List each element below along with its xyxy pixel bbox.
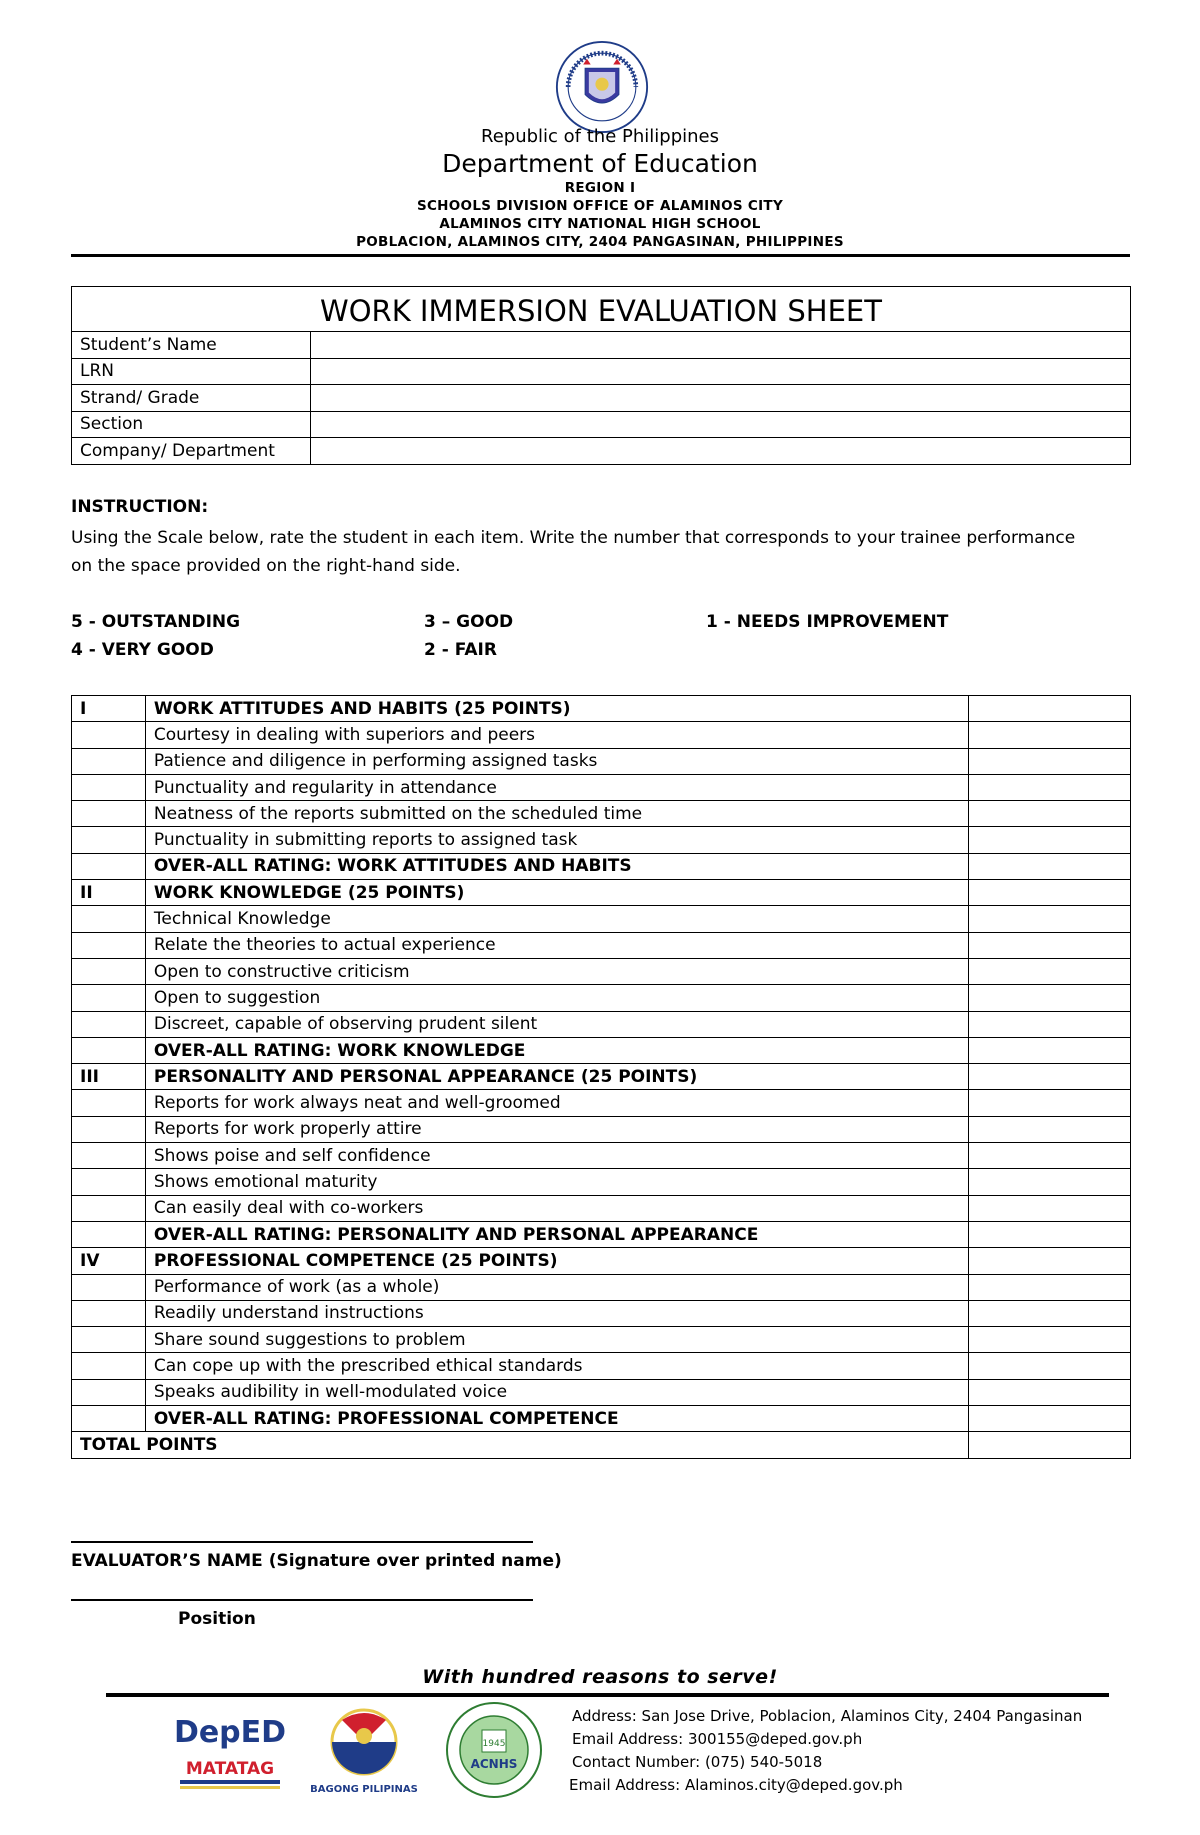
overall-rating-cell[interactable] [969, 1406, 1131, 1432]
criterion-row [72, 985, 1131, 1011]
scale-5: 5 - OUTSTANDING [71, 612, 241, 632]
republic-text: Republic of the Philippines [481, 126, 719, 147]
criterion-rating-cell[interactable] [969, 774, 1131, 800]
criterion-row [72, 906, 1131, 932]
criterion-rating-cell[interactable] [969, 1116, 1131, 1142]
criterion-row [72, 748, 1131, 774]
overall-rating-cell[interactable] [969, 1037, 1131, 1063]
criterion-number-cell [72, 1327, 146, 1353]
criterion-row [72, 958, 1131, 984]
instruction-heading: INSTRUCTION: [71, 497, 209, 517]
position-signature-line [71, 1599, 533, 1601]
school-name: ALAMINOS CITY NATIONAL HIGH SCHOOL [439, 216, 761, 232]
criterion-number-cell [72, 1116, 146, 1142]
criterion-rating-cell[interactable] [969, 1353, 1131, 1379]
criterion-row [72, 801, 1131, 827]
criterion-text: Performance of work (as a whole) [145, 1274, 968, 1300]
criterion-text: Can easily deal with co-workers [145, 1195, 968, 1221]
criterion-text: Readily understand instructions [145, 1300, 968, 1326]
criterion-number-cell [72, 801, 146, 827]
criterion-row [72, 1353, 1131, 1379]
division-text: SCHOOLS DIVISION OFFICE OF ALAMINOS CITY [416, 198, 784, 214]
criterion-number-cell [72, 1274, 146, 1300]
criterion-number-cell [72, 906, 146, 932]
criterion-row [72, 1143, 1131, 1169]
region-text: REGION I [564, 180, 636, 196]
info-row [72, 332, 1131, 359]
criterion-rating-cell[interactable] [969, 827, 1131, 853]
overall-number-cell [72, 1037, 146, 1063]
acnhs-text: ACNHS [470, 1757, 518, 1771]
criterion-row [72, 1195, 1131, 1221]
criterion-row [72, 774, 1131, 800]
criterion-rating-cell[interactable] [969, 1143, 1131, 1169]
total-points-row [72, 1432, 1131, 1458]
criterion-number-cell [72, 827, 146, 853]
info-row [72, 385, 1131, 412]
criterion-rating-cell[interactable] [969, 748, 1131, 774]
acnhs-logo [444, 1700, 544, 1800]
scale-4: 4 - VERY GOOD [71, 640, 214, 660]
evaluator-signature-line [71, 1541, 533, 1543]
scale-1: 1 - NEEDS IMPROVEMENT [706, 612, 949, 632]
overall-rating-label: OVER-ALL RATING: PERSONALITY AND PERSONAL APPEARANCE [145, 1221, 968, 1247]
section-title: WORK KNOWLEDGE (25 POINTS) [145, 880, 968, 906]
info-field-label: Section [72, 411, 311, 438]
criterion-row [72, 1169, 1131, 1195]
criterion-text: Punctuality in submitting reports to assigned task [145, 827, 968, 853]
instruction-line-1: Using the Scale below, rate the student in each item. Write the number that corresponds to your trainee performance [71, 528, 1076, 548]
deped-seal-logo [555, 40, 649, 134]
criterion-rating-cell[interactable] [969, 1300, 1131, 1326]
criterion-rating-cell[interactable] [969, 1169, 1131, 1195]
criterion-row [72, 1116, 1131, 1142]
criterion-text: Share sound suggestions to problem [145, 1327, 968, 1353]
criterion-number-cell [72, 1090, 146, 1116]
info-row [72, 358, 1131, 385]
info-field-label: Student’s Name [72, 332, 311, 359]
overall-rating-row [72, 1037, 1131, 1063]
section-header-row [72, 696, 1131, 722]
section-title: PERSONALITY AND PERSONAL APPEARANCE (25 POINTS) [145, 1064, 968, 1090]
bagong-pilipinas-text: BAGONG PILIPINAS [310, 1784, 418, 1795]
section-rating-cell[interactable] [969, 696, 1131, 722]
info-row [72, 438, 1131, 465]
criterion-number-cell [72, 1195, 146, 1221]
criterion-row [72, 722, 1131, 748]
matatag-text: MATATAG [185, 1759, 275, 1779]
info-field-label: Strand/ Grade [72, 385, 311, 412]
criterion-text: Relate the theories to actual experience [145, 932, 968, 958]
criteria-table [71, 695, 1131, 1459]
criterion-text: Can cope up with the prescribed ethical standards [145, 1353, 968, 1379]
section-rating-cell[interactable] [969, 1248, 1131, 1274]
overall-number-cell [72, 1406, 146, 1432]
overall-rating-cell[interactable] [969, 853, 1131, 879]
info-field-value[interactable] [311, 332, 1131, 359]
footer-address: Address: San Jose Drive, Poblacion, Alaminos City, 2404 Pangasinan [572, 1707, 1083, 1725]
info-field-value[interactable] [311, 411, 1131, 438]
info-field-label: Company/ Department [72, 438, 311, 465]
criterion-text: Shows emotional maturity [145, 1169, 968, 1195]
criterion-text: Technical Knowledge [145, 906, 968, 932]
overall-number-cell [72, 1221, 146, 1247]
overall-rating-row [72, 853, 1131, 879]
student-info-table [71, 286, 1131, 465]
criterion-rating-cell[interactable] [969, 985, 1131, 1011]
criterion-row [72, 1090, 1131, 1116]
criterion-number-cell [72, 1169, 146, 1195]
school-address: POBLACION, ALAMINOS CITY, 2404 PANGASINAN, PHILIPPINES [356, 234, 844, 250]
criterion-rating-cell[interactable] [969, 906, 1131, 932]
bagong-pilipinas-logo [304, 1702, 424, 1798]
criterion-number-cell [72, 722, 146, 748]
department-title: Department of Education [442, 149, 758, 178]
footer-divider [106, 1693, 1109, 1697]
criterion-number-cell [72, 774, 146, 800]
criterion-row [72, 1274, 1131, 1300]
acnhs-year: 1945 [482, 1739, 506, 1749]
criterion-number-cell [72, 1379, 146, 1405]
section-rating-cell[interactable] [969, 880, 1131, 906]
section-rating-cell[interactable] [969, 1064, 1131, 1090]
criterion-number-cell [72, 985, 146, 1011]
section-number: III [72, 1064, 146, 1090]
scale-2: 2 - FAIR [424, 640, 497, 660]
overall-number-cell [72, 853, 146, 879]
form-title-row [72, 287, 1131, 332]
overall-rating-label: OVER-ALL RATING: WORK KNOWLEDGE [145, 1037, 968, 1063]
total-points-label: TOTAL POINTS [72, 1432, 969, 1458]
criterion-text: Speaks audibility in well-modulated voice [145, 1379, 968, 1405]
criterion-row [72, 932, 1131, 958]
criterion-number-cell [72, 1353, 146, 1379]
section-header-row [72, 1064, 1131, 1090]
total-points-cell[interactable] [969, 1432, 1131, 1458]
section-number: I [72, 696, 146, 722]
header-divider [71, 254, 1130, 257]
criterion-rating-cell[interactable] [969, 801, 1131, 827]
criterion-rating-cell[interactable] [969, 1195, 1131, 1221]
footer-contact: Contact Number: (075) 540-5018 [572, 1753, 823, 1771]
criterion-text: Reports for work properly attire [145, 1116, 968, 1142]
section-header-row [72, 1248, 1131, 1274]
criterion-text: Punctuality and regularity in attendance [145, 774, 968, 800]
info-field-label: LRN [72, 358, 311, 385]
criterion-number-cell [72, 958, 146, 984]
criterion-row [72, 1379, 1131, 1405]
criterion-rating-cell[interactable] [969, 1274, 1131, 1300]
criterion-row [72, 1011, 1131, 1037]
info-row [72, 411, 1131, 438]
info-field-value[interactable] [311, 438, 1131, 465]
form-title: WORK IMMERSION EVALUATION SHEET [72, 287, 1131, 332]
overall-rating-label: OVER-ALL RATING: PROFESSIONAL COMPETENCE [145, 1406, 968, 1432]
criterion-text: Shows poise and self confidence [145, 1143, 968, 1169]
overall-rating-label: OVER-ALL RATING: WORK ATTITUDES AND HABITS [145, 853, 968, 879]
criterion-text: Neatness of the reports submitted on the scheduled time [145, 801, 968, 827]
position-label: Position [178, 1609, 256, 1629]
criterion-number-cell [72, 932, 146, 958]
criterion-rating-cell[interactable] [969, 1011, 1131, 1037]
criterion-number-cell [72, 1300, 146, 1326]
criterion-text: Patience and diligence in performing assigned tasks [145, 748, 968, 774]
criterion-rating-cell[interactable] [969, 722, 1131, 748]
criterion-number-cell [72, 748, 146, 774]
criterion-text: Open to suggestion [145, 985, 968, 1011]
footer-email-1: Email Address: 300155@deped.gov.ph [572, 1730, 863, 1748]
criterion-number-cell [72, 1011, 146, 1037]
criterion-text: Reports for work always neat and well-groomed [145, 1090, 968, 1116]
overall-rating-row [72, 1221, 1131, 1247]
criterion-rating-cell[interactable] [969, 1327, 1131, 1353]
criterion-rating-cell[interactable] [969, 958, 1131, 984]
section-title: WORK ATTITUDES AND HABITS (25 POINTS) [145, 696, 968, 722]
criterion-row [72, 827, 1131, 853]
evaluator-name-label: EVALUATOR’S NAME (Signature over printed name) [71, 1551, 562, 1571]
criterion-text: Discreet, capable of observing prudent silent [145, 1011, 968, 1037]
overall-rating-row [72, 1406, 1131, 1432]
info-field-value[interactable] [311, 385, 1131, 412]
criterion-row [72, 1300, 1131, 1326]
deped-text: DepED [174, 1715, 286, 1750]
footer-email-2: Email Address: Alaminos.city@deped.gov.ph [569, 1776, 903, 1794]
info-field-value[interactable] [311, 358, 1131, 385]
criterion-row [72, 1327, 1131, 1353]
deped-matatag-logo [174, 1704, 286, 1796]
instruction-line-2: on the space provided on the right-hand side. [71, 556, 461, 576]
section-title: PROFESSIONAL COMPETENCE (25 POINTS) [145, 1248, 968, 1274]
criterion-text: Courtesy in dealing with superiors and peers [145, 722, 968, 748]
criterion-text: Open to constructive criticism [145, 958, 968, 984]
overall-rating-cell[interactable] [969, 1221, 1131, 1247]
criterion-number-cell [72, 1143, 146, 1169]
section-number: IV [72, 1248, 146, 1274]
section-number: II [72, 880, 146, 906]
criterion-rating-cell[interactable] [969, 1090, 1131, 1116]
section-header-row [72, 880, 1131, 906]
criterion-rating-cell[interactable] [969, 932, 1131, 958]
scale-3: 3 – GOOD [424, 612, 514, 632]
criterion-rating-cell[interactable] [969, 1379, 1131, 1405]
slogan: With hundred reasons to serve! [422, 1666, 778, 1688]
